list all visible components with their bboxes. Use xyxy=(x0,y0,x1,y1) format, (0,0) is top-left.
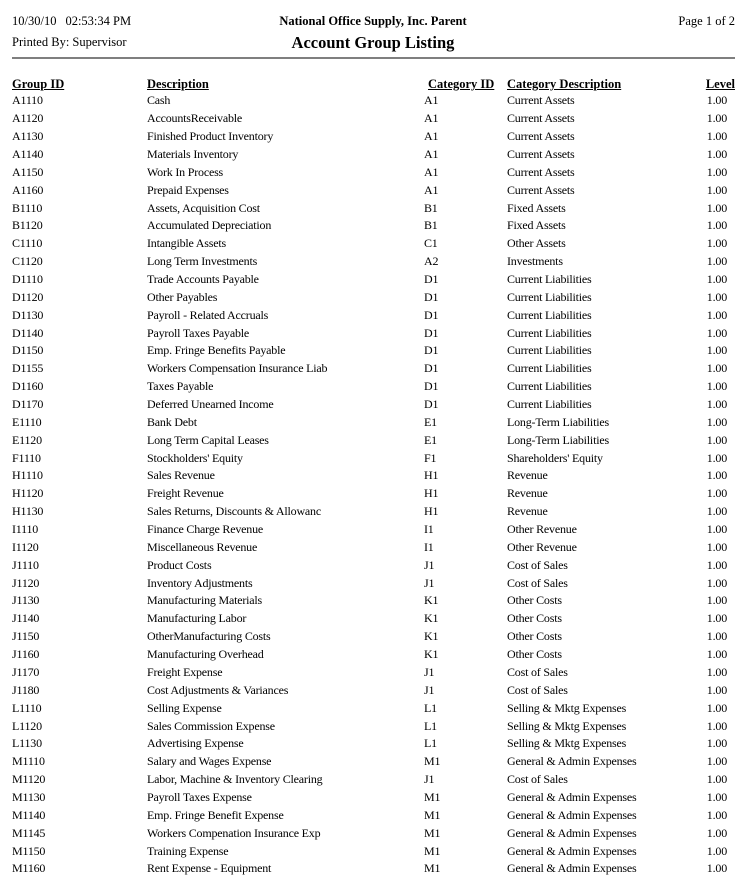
cell-level: 1.00 xyxy=(706,289,727,304)
cell-group-id: M1130 xyxy=(12,789,46,804)
table-row xyxy=(12,610,735,628)
cell-group-id: J1180 xyxy=(12,682,40,697)
cell-category-description: Long-Term Liabilities xyxy=(507,414,609,429)
cell-level: 1.00 xyxy=(706,414,727,429)
table-row xyxy=(12,824,735,842)
cell-category-description: Other Costs xyxy=(507,593,562,608)
cell-description: Freight Expense xyxy=(147,664,223,679)
cell-category-description: Fixed Assets xyxy=(507,200,566,215)
table-row xyxy=(12,413,735,431)
cell-category-description: General & Admin Expenses xyxy=(507,789,637,804)
table-row xyxy=(12,217,735,235)
cell-level: 1.00 xyxy=(706,575,727,590)
cell-group-id: M1145 xyxy=(12,825,46,840)
cell-category-id: A2 xyxy=(424,254,439,269)
cell-description: Work In Process xyxy=(147,164,224,179)
cell-group-id: C1110 xyxy=(12,236,43,251)
table-row xyxy=(12,288,735,306)
cell-group-id: A1140 xyxy=(12,147,44,161)
cell-group-id: L1120 xyxy=(12,718,42,733)
cell-category-description: Current Liabilities xyxy=(507,397,592,412)
cell-description: Prepaid Expenses xyxy=(147,182,229,197)
cell-category-id: M1 xyxy=(424,843,441,858)
cell-group-id: J1140 xyxy=(12,611,40,626)
cell-category-id: I1 xyxy=(424,539,434,554)
cell-category-id: D1 xyxy=(424,343,439,358)
printed-by: Printed By: Supervisor xyxy=(12,35,127,49)
cell-level: 1.00 xyxy=(706,557,727,572)
cell-description: Inventory Adjustments xyxy=(147,575,253,590)
cell-level: 1.00 xyxy=(706,272,727,287)
cell-level: 1.00 xyxy=(706,432,727,447)
cell-level: 1.00 xyxy=(706,522,727,537)
cell-group-id: A1130 xyxy=(12,129,44,144)
table-row xyxy=(12,378,735,396)
cell-category-id: L1 xyxy=(424,700,437,715)
cell-category-description: Current Assets xyxy=(507,164,575,179)
table-row xyxy=(12,324,735,342)
cell-description: Manufacturing Materials xyxy=(147,593,263,608)
cell-level: 1.00 xyxy=(706,539,727,554)
cell-category-id: M1 xyxy=(424,754,441,769)
cell-category-id: K1 xyxy=(424,593,439,608)
cell-level: 1.00 xyxy=(706,629,727,644)
cell-category-description: Cost of Sales xyxy=(507,557,568,572)
cell-description: Salary and Wages Expense xyxy=(147,754,272,769)
cell-description: Emp. Fringe Benefit Expense xyxy=(147,807,284,822)
cell-category-id: J1 xyxy=(424,772,435,787)
cell-group-id: A1160 xyxy=(12,182,44,197)
cell-category-description: Current Assets xyxy=(507,93,575,108)
cell-description: Payroll - Related Accruals xyxy=(147,307,269,322)
cell-group-id: A1120 xyxy=(12,111,44,126)
cell-description: Workers Compensation Insurance Liab xyxy=(147,361,328,376)
table-row xyxy=(12,646,735,664)
cell-category-description: General & Admin Expenses xyxy=(507,807,637,822)
cell-category-id: H1 xyxy=(424,486,439,501)
cell-category-id: I1 xyxy=(424,522,434,537)
cell-level: 1.00 xyxy=(706,164,727,179)
table-body xyxy=(12,92,735,878)
table-row xyxy=(12,253,735,271)
cell-description: Long Term Capital Leases xyxy=(147,432,269,447)
cell-group-id: H1120 xyxy=(12,486,44,501)
cell-category-description: Current Liabilities xyxy=(507,272,592,287)
table-row xyxy=(12,789,735,807)
cell-description: Manufacturing Labor xyxy=(147,611,247,626)
table-row xyxy=(12,128,735,146)
cell-level: 1.00 xyxy=(706,772,727,787)
cell-level: 1.00 xyxy=(706,736,727,751)
report-title: Account Group Listing xyxy=(291,33,455,52)
cell-group-id: D1110 xyxy=(12,272,43,287)
cell-level: 1.00 xyxy=(706,200,727,215)
cell-level: 1.00 xyxy=(706,111,727,126)
cell-group-id: C1120 xyxy=(12,254,43,269)
cell-description: Sales Commission Expense xyxy=(147,718,275,733)
cell-category-description: Current Liabilities xyxy=(507,343,592,358)
cell-category-description: Other Revenue xyxy=(507,539,577,554)
column-header-category-id: Category ID xyxy=(428,77,495,91)
cell-category-description: Revenue xyxy=(507,504,548,519)
cell-group-id: M1120 xyxy=(12,772,46,787)
cell-category-id: A1 xyxy=(424,147,439,161)
cell-category-id: E1 xyxy=(424,432,437,447)
cell-group-id: J1160 xyxy=(12,647,40,662)
cell-level: 1.00 xyxy=(706,325,727,340)
cell-description: Training Expense xyxy=(147,843,229,858)
cell-group-id: M1150 xyxy=(12,843,46,858)
cell-category-description: General & Admin Expenses xyxy=(507,861,637,876)
cell-category-description: Selling & Mktg Expenses xyxy=(507,736,627,751)
table-row xyxy=(12,592,735,610)
cell-level: 1.00 xyxy=(706,807,727,822)
cell-category-description: Other Assets xyxy=(507,236,566,251)
cell-group-id: D1155 xyxy=(12,361,44,376)
cell-group-id: D1120 xyxy=(12,289,44,304)
table-row xyxy=(12,271,735,289)
table-row xyxy=(12,556,735,574)
cell-group-id: J1150 xyxy=(12,629,40,644)
cell-category-id: C1 xyxy=(424,236,438,251)
cell-category-description: Other Costs xyxy=(507,629,562,644)
cell-level: 1.00 xyxy=(706,611,727,626)
cell-category-description: Current Assets xyxy=(507,182,575,197)
cell-description: Intangible Assets xyxy=(147,236,226,251)
cell-level: 1.00 xyxy=(706,754,727,769)
header-divider xyxy=(12,57,735,59)
cell-level: 1.00 xyxy=(706,861,727,876)
cell-category-id: B1 xyxy=(424,218,438,233)
cell-category-id: J1 xyxy=(424,557,435,572)
cell-group-id: D1160 xyxy=(12,379,44,394)
cell-category-id: M1 xyxy=(424,807,441,822)
cell-description: Freight Revenue xyxy=(147,486,224,501)
cell-level: 1.00 xyxy=(706,218,727,233)
cell-level: 1.00 xyxy=(706,379,727,394)
table-row xyxy=(12,431,735,449)
cell-group-id: J1120 xyxy=(12,575,40,590)
cell-category-id: K1 xyxy=(424,629,439,644)
page-number: Page 1 of 2 xyxy=(678,14,735,28)
cell-level: 1.00 xyxy=(706,397,727,412)
cell-category-description: Shareholders' Equity xyxy=(507,450,603,465)
cell-category-id: M1 xyxy=(424,789,441,804)
cell-level: 1.00 xyxy=(706,504,727,519)
cell-level: 1.00 xyxy=(706,825,727,840)
cell-category-description: Current Liabilities xyxy=(507,379,592,394)
cell-group-id: L1110 xyxy=(12,700,42,715)
cell-group-id: D1150 xyxy=(12,343,44,358)
cell-description: Workers Compenation Insurance Exp xyxy=(147,825,321,840)
cell-category-id: B1 xyxy=(424,200,438,215)
table-row xyxy=(12,163,735,181)
cell-category-id: H1 xyxy=(424,504,439,519)
cell-group-id: M1140 xyxy=(12,807,46,822)
cell-group-id: E1110 xyxy=(12,414,42,429)
cell-description: AccountsReceivable xyxy=(147,111,243,126)
cell-category-id: M1 xyxy=(424,861,441,876)
cell-group-id: I1120 xyxy=(12,539,39,554)
cell-description: Sales Returns, Discounts & Allowanc xyxy=(147,504,321,519)
table-row xyxy=(12,342,735,360)
company-name: National Office Supply, Inc. Parent xyxy=(279,14,467,28)
cell-description: Manufacturing Overhead xyxy=(147,647,264,662)
cell-description: Cost Adjustments & Variances xyxy=(147,682,289,697)
cell-category-description: Revenue xyxy=(507,468,548,483)
cell-level: 1.00 xyxy=(706,129,727,144)
cell-level: 1.00 xyxy=(706,307,727,322)
cell-category-id: D1 xyxy=(424,272,439,287)
table-row xyxy=(12,717,735,735)
cell-category-id: D1 xyxy=(424,379,439,394)
report-date: 10/30/10 xyxy=(12,14,57,28)
cell-group-id: M1110 xyxy=(12,754,45,769)
cell-category-id: F1 xyxy=(424,450,437,465)
cell-level: 1.00 xyxy=(706,254,727,269)
table-row xyxy=(12,449,735,467)
cell-level: 1.00 xyxy=(706,700,727,715)
cell-group-id: F1110 xyxy=(12,450,41,465)
table-row xyxy=(12,110,735,128)
table-row xyxy=(12,735,735,753)
cell-group-id: J1110 xyxy=(12,557,39,572)
cell-category-id: A1 xyxy=(424,111,439,126)
cell-category-id: A1 xyxy=(424,164,439,179)
cell-description: Selling Expense xyxy=(147,700,222,715)
cell-group-id: D1170 xyxy=(12,397,44,412)
cell-description: Emp. Fringe Benefits Payable xyxy=(147,343,286,358)
cell-category-description: Investments xyxy=(507,254,563,269)
table-row xyxy=(12,860,735,878)
table-row xyxy=(12,199,735,217)
column-header-group-id: Group ID xyxy=(12,77,65,91)
cell-level: 1.00 xyxy=(706,593,727,608)
cell-category-description: Other Costs xyxy=(507,611,562,626)
cell-group-id: H1130 xyxy=(12,504,44,519)
cell-level: 1.00 xyxy=(706,718,727,733)
cell-description: Bank Debt xyxy=(147,414,197,429)
account-group-table xyxy=(12,72,735,878)
column-header-category-description: Category Description xyxy=(507,77,622,91)
cell-group-id: D1140 xyxy=(12,325,44,340)
cell-description: Taxes Payable xyxy=(147,379,214,394)
cell-description: Accumulated Depreciation xyxy=(147,218,272,233)
cell-description: Cash xyxy=(147,93,171,108)
table-row xyxy=(12,681,735,699)
column-header-level: Level xyxy=(705,77,735,91)
column-header-description: Description xyxy=(147,77,209,91)
table-row xyxy=(12,503,735,521)
cell-category-id: K1 xyxy=(424,611,439,626)
cell-category-description: Current Liabilities xyxy=(507,307,592,322)
cell-category-id: J1 xyxy=(424,575,435,590)
table-header-row xyxy=(12,72,735,92)
cell-category-id: D1 xyxy=(424,289,439,304)
cell-level: 1.00 xyxy=(706,647,727,662)
cell-description: Payroll Taxes Payable xyxy=(147,325,250,340)
cell-description: Assets, Acquisition Cost xyxy=(147,200,260,215)
cell-level: 1.00 xyxy=(706,182,727,197)
table-row xyxy=(12,467,735,485)
cell-category-description: Current Liabilities xyxy=(507,325,592,340)
table-row xyxy=(12,396,735,414)
cell-description: Payroll Taxes Expense xyxy=(147,789,252,804)
cell-category-id: D1 xyxy=(424,397,439,412)
cell-category-description: Revenue xyxy=(507,486,548,501)
table-row xyxy=(12,753,735,771)
cell-description: Sales Revenue xyxy=(147,468,215,483)
cell-level: 1.00 xyxy=(706,664,727,679)
cell-level: 1.00 xyxy=(706,682,727,697)
cell-group-id: J1170 xyxy=(12,664,40,679)
cell-group-id: J1130 xyxy=(12,593,40,608)
table-row xyxy=(12,664,735,682)
cell-category-description: Cost of Sales xyxy=(507,682,568,697)
cell-category-description: Other Costs xyxy=(507,647,562,662)
table-row xyxy=(12,574,735,592)
cell-category-id: D1 xyxy=(424,307,439,322)
cell-description: Stockholders' Equity xyxy=(147,450,243,465)
cell-description: Long Term Investments xyxy=(147,254,258,269)
cell-level: 1.00 xyxy=(706,93,727,108)
cell-category-description: General & Admin Expenses xyxy=(507,754,637,769)
cell-category-description: Cost of Sales xyxy=(507,664,568,679)
table-row xyxy=(12,521,735,539)
cell-category-id: A1 xyxy=(424,93,439,108)
table-row xyxy=(12,235,735,253)
cell-category-description: General & Admin Expenses xyxy=(507,843,637,858)
table-row xyxy=(12,538,735,556)
cell-level: 1.00 xyxy=(706,468,727,483)
cell-category-id: L1 xyxy=(424,718,437,733)
cell-category-description: Selling & Mktg Expenses xyxy=(507,700,627,715)
cell-group-id: A1150 xyxy=(12,164,44,179)
cell-description: Miscellaneous Revenue xyxy=(147,539,258,554)
table-row xyxy=(12,699,735,717)
cell-category-description: Current Liabilities xyxy=(507,289,592,304)
cell-category-id: D1 xyxy=(424,325,439,340)
table-row xyxy=(12,771,735,789)
cell-category-id: D1 xyxy=(424,361,439,376)
cell-description: Deferred Unearned Income xyxy=(147,397,274,412)
table-row xyxy=(12,92,735,110)
cell-description: Finance Charge Revenue xyxy=(147,522,264,537)
cell-level: 1.00 xyxy=(706,147,727,161)
cell-category-description: Current Assets xyxy=(507,129,575,144)
cell-level: 1.00 xyxy=(706,486,727,501)
cell-group-id: B1120 xyxy=(12,218,43,233)
cell-description: Rent Expense - Equipment xyxy=(147,861,272,876)
cell-category-id: H1 xyxy=(424,468,439,483)
cell-level: 1.00 xyxy=(706,789,727,804)
cell-level: 1.00 xyxy=(706,236,727,251)
cell-description: Product Costs xyxy=(147,557,212,572)
table-row xyxy=(12,306,735,324)
table-row xyxy=(12,360,735,378)
cell-description: Finished Product Inventory xyxy=(147,129,274,144)
cell-group-id: I1110 xyxy=(12,522,39,537)
cell-level: 1.00 xyxy=(706,361,727,376)
cell-category-description: Cost of Sales xyxy=(507,575,568,590)
cell-group-id: M1160 xyxy=(12,861,46,876)
cell-category-description: Cost of Sales xyxy=(507,772,568,787)
cell-category-description: Current Assets xyxy=(507,111,575,126)
table-row xyxy=(12,146,735,164)
table-row xyxy=(12,628,735,646)
cell-description: OtherManufacturing Costs xyxy=(147,629,271,644)
cell-category-id: E1 xyxy=(424,414,437,429)
cell-level: 1.00 xyxy=(706,843,727,858)
report-time: 02:53:34 PM xyxy=(65,14,132,28)
cell-category-id: J1 xyxy=(424,664,435,679)
cell-category-id: A1 xyxy=(424,182,439,197)
cell-group-id: E1120 xyxy=(12,432,42,447)
table-header xyxy=(12,72,735,92)
table-row xyxy=(12,806,735,824)
table-row xyxy=(12,485,735,503)
cell-description: Trade Accounts Payable xyxy=(147,272,259,287)
cell-category-description: Other Revenue xyxy=(507,522,577,537)
cell-category-id: A1 xyxy=(424,129,439,144)
cell-category-description: Current Assets xyxy=(507,147,575,161)
cell-level: 1.00 xyxy=(706,450,727,465)
cell-description: Labor, Machine & Inventory Clearing xyxy=(147,772,323,787)
cell-description: Advertising Expense xyxy=(147,736,244,751)
cell-category-id: K1 xyxy=(424,647,439,662)
cell-description: Materials Inventory xyxy=(147,147,239,161)
cell-description: Other Payables xyxy=(147,289,218,304)
cell-category-id: J1 xyxy=(424,682,435,697)
cell-category-description: Long-Term Liabilities xyxy=(507,432,609,447)
cell-group-id: H1110 xyxy=(12,468,43,483)
cell-group-id: B1110 xyxy=(12,200,43,215)
cell-category-description: General & Admin Expenses xyxy=(507,825,637,840)
cell-category-id: M1 xyxy=(424,825,441,840)
cell-category-description: Current Liabilities xyxy=(507,361,592,376)
cell-category-description: Fixed Assets xyxy=(507,218,566,233)
cell-group-id: A1110 xyxy=(12,93,43,108)
cell-group-id: L1130 xyxy=(12,736,42,751)
table-row xyxy=(12,842,735,860)
cell-category-id: L1 xyxy=(424,736,437,751)
cell-level: 1.00 xyxy=(706,343,727,358)
cell-group-id: D1130 xyxy=(12,307,44,322)
cell-category-description: Selling & Mktg Expenses xyxy=(507,718,627,733)
table-row xyxy=(12,181,735,199)
